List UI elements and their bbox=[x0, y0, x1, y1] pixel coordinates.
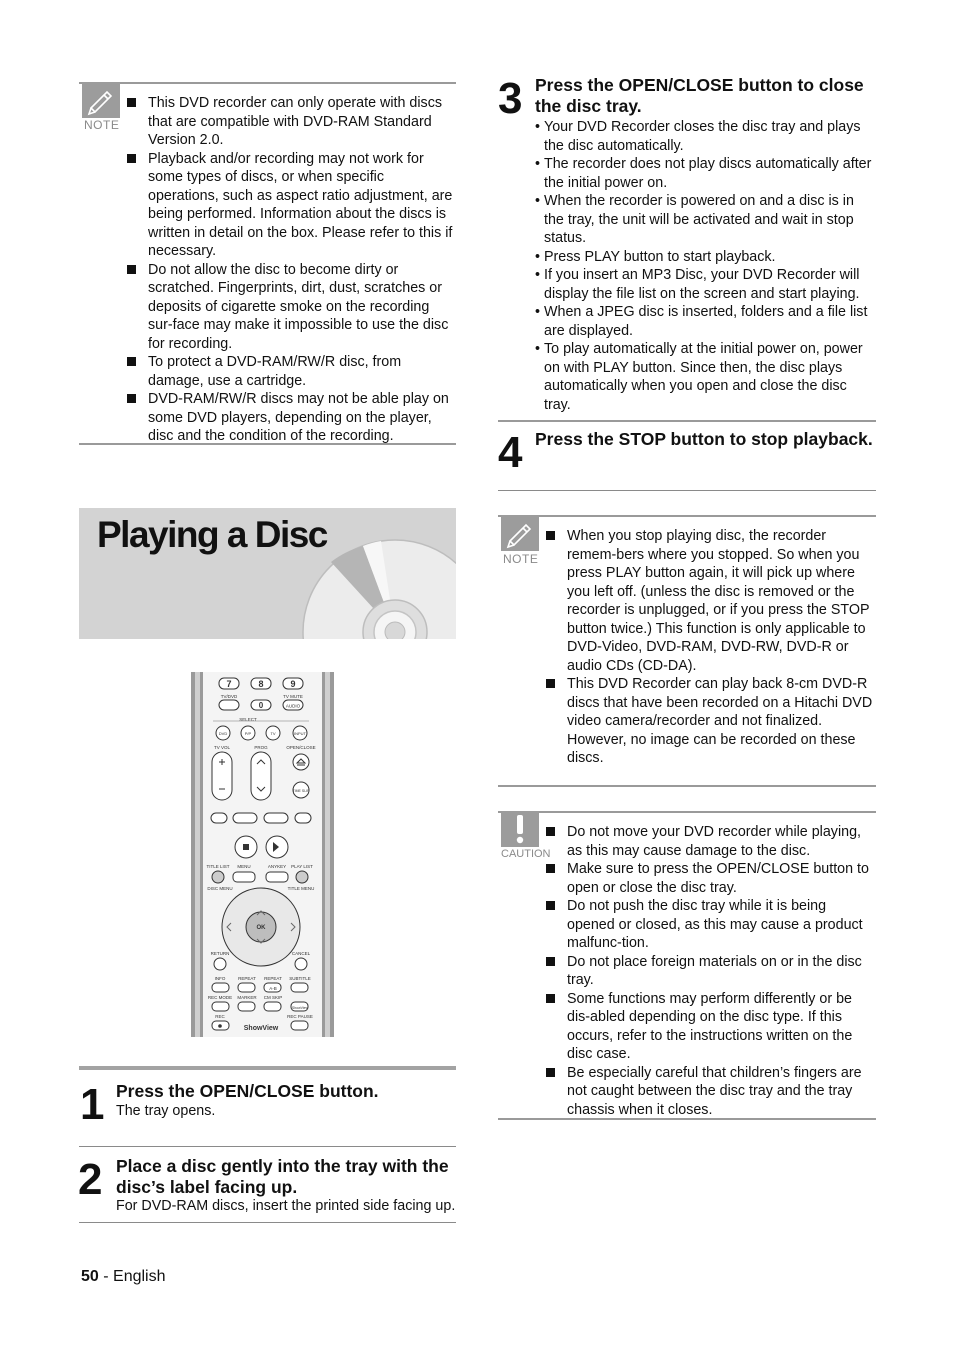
caution-list bbox=[546, 823, 876, 1119]
play-list-button[interactable] bbox=[296, 871, 308, 883]
note-label: NOTE bbox=[503, 552, 539, 566]
remote-label: P/P bbox=[244, 731, 252, 736]
list-item: Some functions may perform differently or be dis-abled depending on the disc type. If this occurs, refer to the instructions written on the disc case. bbox=[546, 990, 876, 1064]
step2-title-line2: disc’s label facing up. bbox=[116, 1177, 298, 1197]
caution-rule-bottom bbox=[498, 1118, 876, 1120]
remote-label: SUBTITLE bbox=[289, 976, 311, 981]
remote-control bbox=[191, 672, 334, 1037]
list-item: • When the recorder is powered on and a disc is in the tray, the unit will be activated and wait in stop status. bbox=[535, 192, 877, 248]
remote-label: TV MUTE bbox=[283, 694, 303, 699]
footer-language: English bbox=[113, 1268, 166, 1285]
return-button[interactable] bbox=[214, 958, 226, 970]
remote-label: REC bbox=[215, 1014, 225, 1019]
open-close-button[interactable] bbox=[293, 754, 309, 770]
step2-rule-bottom bbox=[79, 1222, 456, 1223]
repeat-button[interactable] bbox=[238, 983, 255, 992]
top-note-rule-top bbox=[79, 82, 456, 84]
list-item: This DVD Recorder can play back 8-cm DVD-R discs that have been recorded on a Hitachi DVD video camera/recorder and not finalized. However, no image can be recorded on these discs. bbox=[546, 675, 876, 768]
list-item: Do not move your DVD recorder while playing, as this may cause damage to the disc. bbox=[546, 823, 876, 860]
forward-button[interactable] bbox=[264, 813, 288, 823]
skip-back-button[interactable] bbox=[211, 813, 227, 823]
remote-label: CANCEL bbox=[291, 951, 311, 956]
step2-number: 2 bbox=[78, 1155, 101, 1204]
step4-title: Press the STOP button to stop playback. bbox=[535, 429, 873, 449]
remote-label: INPUT bbox=[294, 731, 306, 736]
remote-label: PLAY LIST bbox=[291, 864, 313, 869]
tv-dvd-button[interactable] bbox=[219, 700, 239, 710]
skip-forward-button[interactable] bbox=[295, 813, 311, 823]
step1-number: 1 bbox=[80, 1080, 103, 1129]
section-title: Playing a Disc bbox=[97, 514, 327, 555]
top-note-rule-bottom bbox=[79, 443, 456, 445]
remote-label: 7 bbox=[226, 679, 232, 689]
list-item: Be especially careful that children’s fingers are not caught between the disc tray and the tray chassis when it closes. bbox=[546, 1064, 876, 1120]
title-list-button[interactable] bbox=[212, 871, 224, 883]
list-item: • If you insert an MP3 Disc, your DVD Recorder will display the file list on the screen and start playing. bbox=[535, 266, 877, 303]
top-note-list bbox=[127, 94, 457, 446]
remote-label: OK bbox=[256, 925, 266, 931]
caution-icon bbox=[501, 811, 539, 847]
remote-label: TIME SLIP bbox=[292, 789, 310, 793]
section-banner bbox=[79, 508, 456, 639]
remote-label: REC PAUSE bbox=[287, 1014, 313, 1019]
remote-label: TITLE MENU bbox=[287, 886, 315, 891]
footer-separator: - bbox=[98, 1268, 114, 1285]
note-icon bbox=[82, 82, 120, 118]
step3-number: 3 bbox=[498, 74, 521, 123]
step4-rule-top bbox=[498, 420, 876, 422]
list-item: To protect a DVD-RAM/RW/R disc, from damage, use a cartridge. bbox=[127, 353, 457, 390]
list-item: Do not allow the disc to become dirty or scratched. Fingerprints, dirt, dust, scratches or deposits of cigarette smoke on the recording sur-face may make it impossible to use the disc for recording. bbox=[127, 261, 457, 354]
list-item: • To play automatically at the initial power on, power on with PLAY button. Since then, the disc plays automatically when you open and close the disc tray. bbox=[535, 340, 877, 414]
disc-icon bbox=[301, 532, 456, 639]
step1-title: Press the OPEN/CLOSE button. bbox=[116, 1081, 379, 1101]
remote-label: ANYKEY bbox=[267, 864, 287, 869]
rec-mode-button[interactable] bbox=[212, 1002, 229, 1011]
remote-label: SELECT bbox=[239, 717, 257, 722]
step3-title-line2: the disc tray. bbox=[535, 96, 642, 116]
step2-title-line1: Place a disc gently into the tray with the bbox=[116, 1156, 449, 1176]
remote-label: DVD bbox=[218, 731, 228, 736]
list-item: Playback and/or recording may not work for some types of discs, or when specific operations, such as aspect ratio adjustment, are being performed. Information about the discs is written in detail on the box. Please refer to this if necessary. bbox=[127, 150, 457, 261]
list-item: • The recorder does not play discs automatically after the initial power on. bbox=[535, 155, 877, 192]
remote-label: TITLE LIST bbox=[206, 864, 230, 869]
remote-label: 0 bbox=[258, 701, 264, 710]
remote-label: TV VOL bbox=[213, 745, 231, 750]
info-button[interactable] bbox=[212, 983, 229, 992]
step1-sub: The tray opens. bbox=[116, 1103, 216, 1119]
remote-label: TV/DVD bbox=[220, 694, 238, 699]
remote-label: 8 bbox=[258, 679, 264, 689]
remote-label: REPEAT bbox=[238, 976, 256, 981]
step2-sub: For DVD-RAM discs, insert the printed side facing up. bbox=[116, 1198, 456, 1214]
list-item: Make sure to press the OPEN/CLOSE button to open or close the disc tray. bbox=[546, 860, 876, 897]
prog-rocker[interactable] bbox=[251, 752, 271, 800]
list-item: When you stop playing disc, the recorder remem-bers where you stopped. So when you press PLAY button again, it will pick up where you left off. (unless the disc is removed or the recorder is unplugged, or if you press the STOP button twice.) This function is only applicable to DVD-Video, DVD-RAM, DVD-RW, DVD-R or audio CDs (CD-DA). bbox=[546, 527, 876, 675]
remote-label: 9 bbox=[290, 679, 296, 689]
note-label: NOTE bbox=[84, 118, 120, 132]
step4-number: 4 bbox=[498, 428, 521, 477]
rewind-button[interactable] bbox=[233, 813, 257, 823]
step3-bullets bbox=[535, 118, 877, 414]
remote-label: MENU bbox=[237, 864, 251, 869]
right-note-rule-top bbox=[498, 515, 876, 517]
caution-rule-top bbox=[498, 811, 876, 813]
list-item: DVD-RAM/RW/R discs may not be able play on some DVD players, depending on the player, disc and the condition of the recording. bbox=[127, 390, 457, 446]
remote-label: REPEAT bbox=[264, 976, 282, 981]
step3-title-line1: Press the OPEN/CLOSE button to close bbox=[535, 75, 864, 95]
remote-brand-logo: ShowView bbox=[243, 1025, 279, 1032]
list-item: • Your DVD Recorder closes the disc tray and plays the disc automatically. bbox=[535, 118, 877, 155]
caution-label: CAUTION bbox=[501, 848, 551, 860]
remote-label: RETURN bbox=[210, 951, 230, 956]
anykey-button[interactable] bbox=[266, 872, 288, 882]
subtitle-button[interactable] bbox=[291, 983, 308, 992]
list-item: • Press PLAY button to start playback. bbox=[535, 248, 877, 267]
right-note-list bbox=[546, 527, 876, 768]
remote-label: AUDIO bbox=[285, 703, 301, 709]
note-icon bbox=[501, 515, 539, 551]
remote-label: CM SKIP bbox=[263, 995, 283, 1000]
step1-rule-top bbox=[79, 1066, 456, 1070]
remote-label: REC MODE bbox=[207, 995, 233, 1000]
list-item: This DVD recorder can only operate with discs that are compatible with DVD-RAM Standard Version 2.0. bbox=[127, 94, 457, 150]
remote-label: OPEN/CLOSE bbox=[286, 745, 316, 750]
list-item: Do not push the disc tray while it is being opened or closed, as this may cause a product malfunc-tion. bbox=[546, 897, 876, 953]
remote-label: INFO bbox=[214, 976, 226, 981]
remote-label: PROG bbox=[254, 745, 268, 750]
remote-label: MARKER bbox=[237, 995, 257, 1000]
cm-skip-button[interactable] bbox=[264, 1002, 281, 1011]
remote-label: DISC MENU bbox=[207, 886, 233, 891]
right-note-rule-bottom bbox=[498, 785, 876, 787]
page-number: 50 bbox=[81, 1268, 99, 1285]
menu-button[interactable] bbox=[233, 872, 255, 882]
cancel-button[interactable] bbox=[295, 958, 307, 970]
rec-pause-button[interactable] bbox=[291, 1021, 308, 1030]
remote-label: A-B bbox=[269, 986, 277, 991]
step2-rule-top bbox=[79, 1146, 456, 1147]
remote-label: TV bbox=[270, 731, 276, 736]
marker-button[interactable] bbox=[238, 1002, 255, 1011]
remote-label: ShowView bbox=[291, 1006, 309, 1010]
step4-rule-bottom bbox=[498, 490, 876, 491]
page-footer bbox=[81, 1268, 166, 1286]
list-item: Do not place foreign materials on or in the disc tray. bbox=[546, 953, 876, 990]
list-item: • When a JPEG disc is inserted, folders and a file list are displayed. bbox=[535, 303, 877, 340]
